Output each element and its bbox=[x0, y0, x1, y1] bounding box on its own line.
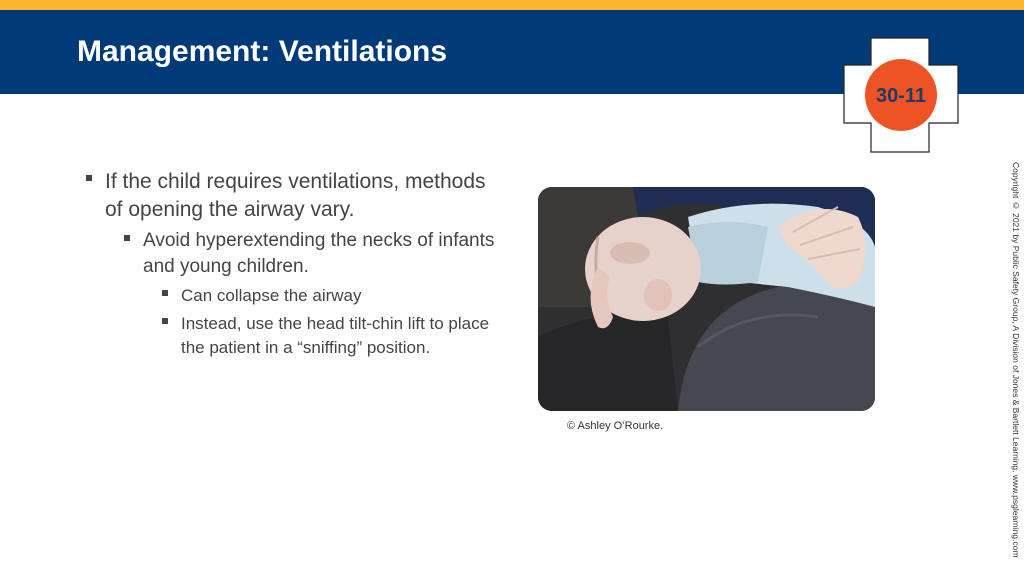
infant-head-tilt-illustration bbox=[538, 187, 875, 411]
photo-credit: © Ashley O’Rourke. bbox=[567, 420, 664, 432]
bullet-level-2 bbox=[124, 228, 506, 280]
bullet-text: Instead, use the head tilt-chin lift to place the patient in a “sniffing” position. bbox=[181, 314, 490, 357]
square-bullet-icon bbox=[162, 290, 168, 296]
bullet-text: Avoid hyperextending the necks of infants and young children. bbox=[143, 230, 495, 277]
copyright-notice: Copyright © 2021 by Public Safety Group, A Division of Jones & Bartlett Learning. www.psglearning.com bbox=[1011, 162, 1021, 558]
bullet-list bbox=[86, 168, 506, 364]
slide-number: 30-11 bbox=[875, 85, 927, 107]
bullet-level-3 bbox=[162, 284, 506, 308]
square-bullet-icon bbox=[124, 235, 130, 241]
accent-stripe bbox=[0, 0, 1024, 10]
infant-airway-photo bbox=[538, 187, 875, 411]
square-bullet-icon bbox=[86, 175, 92, 181]
bullet-level-3 bbox=[162, 312, 506, 360]
bullet-level-1 bbox=[86, 168, 506, 224]
bullet-text: Can collapse the airway bbox=[181, 286, 362, 305]
slide-title: Management: Ventilations bbox=[77, 35, 448, 68]
bullet-text: If the child requires ventilations, methods of opening the airway vary. bbox=[105, 170, 486, 221]
square-bullet-icon bbox=[162, 318, 168, 324]
